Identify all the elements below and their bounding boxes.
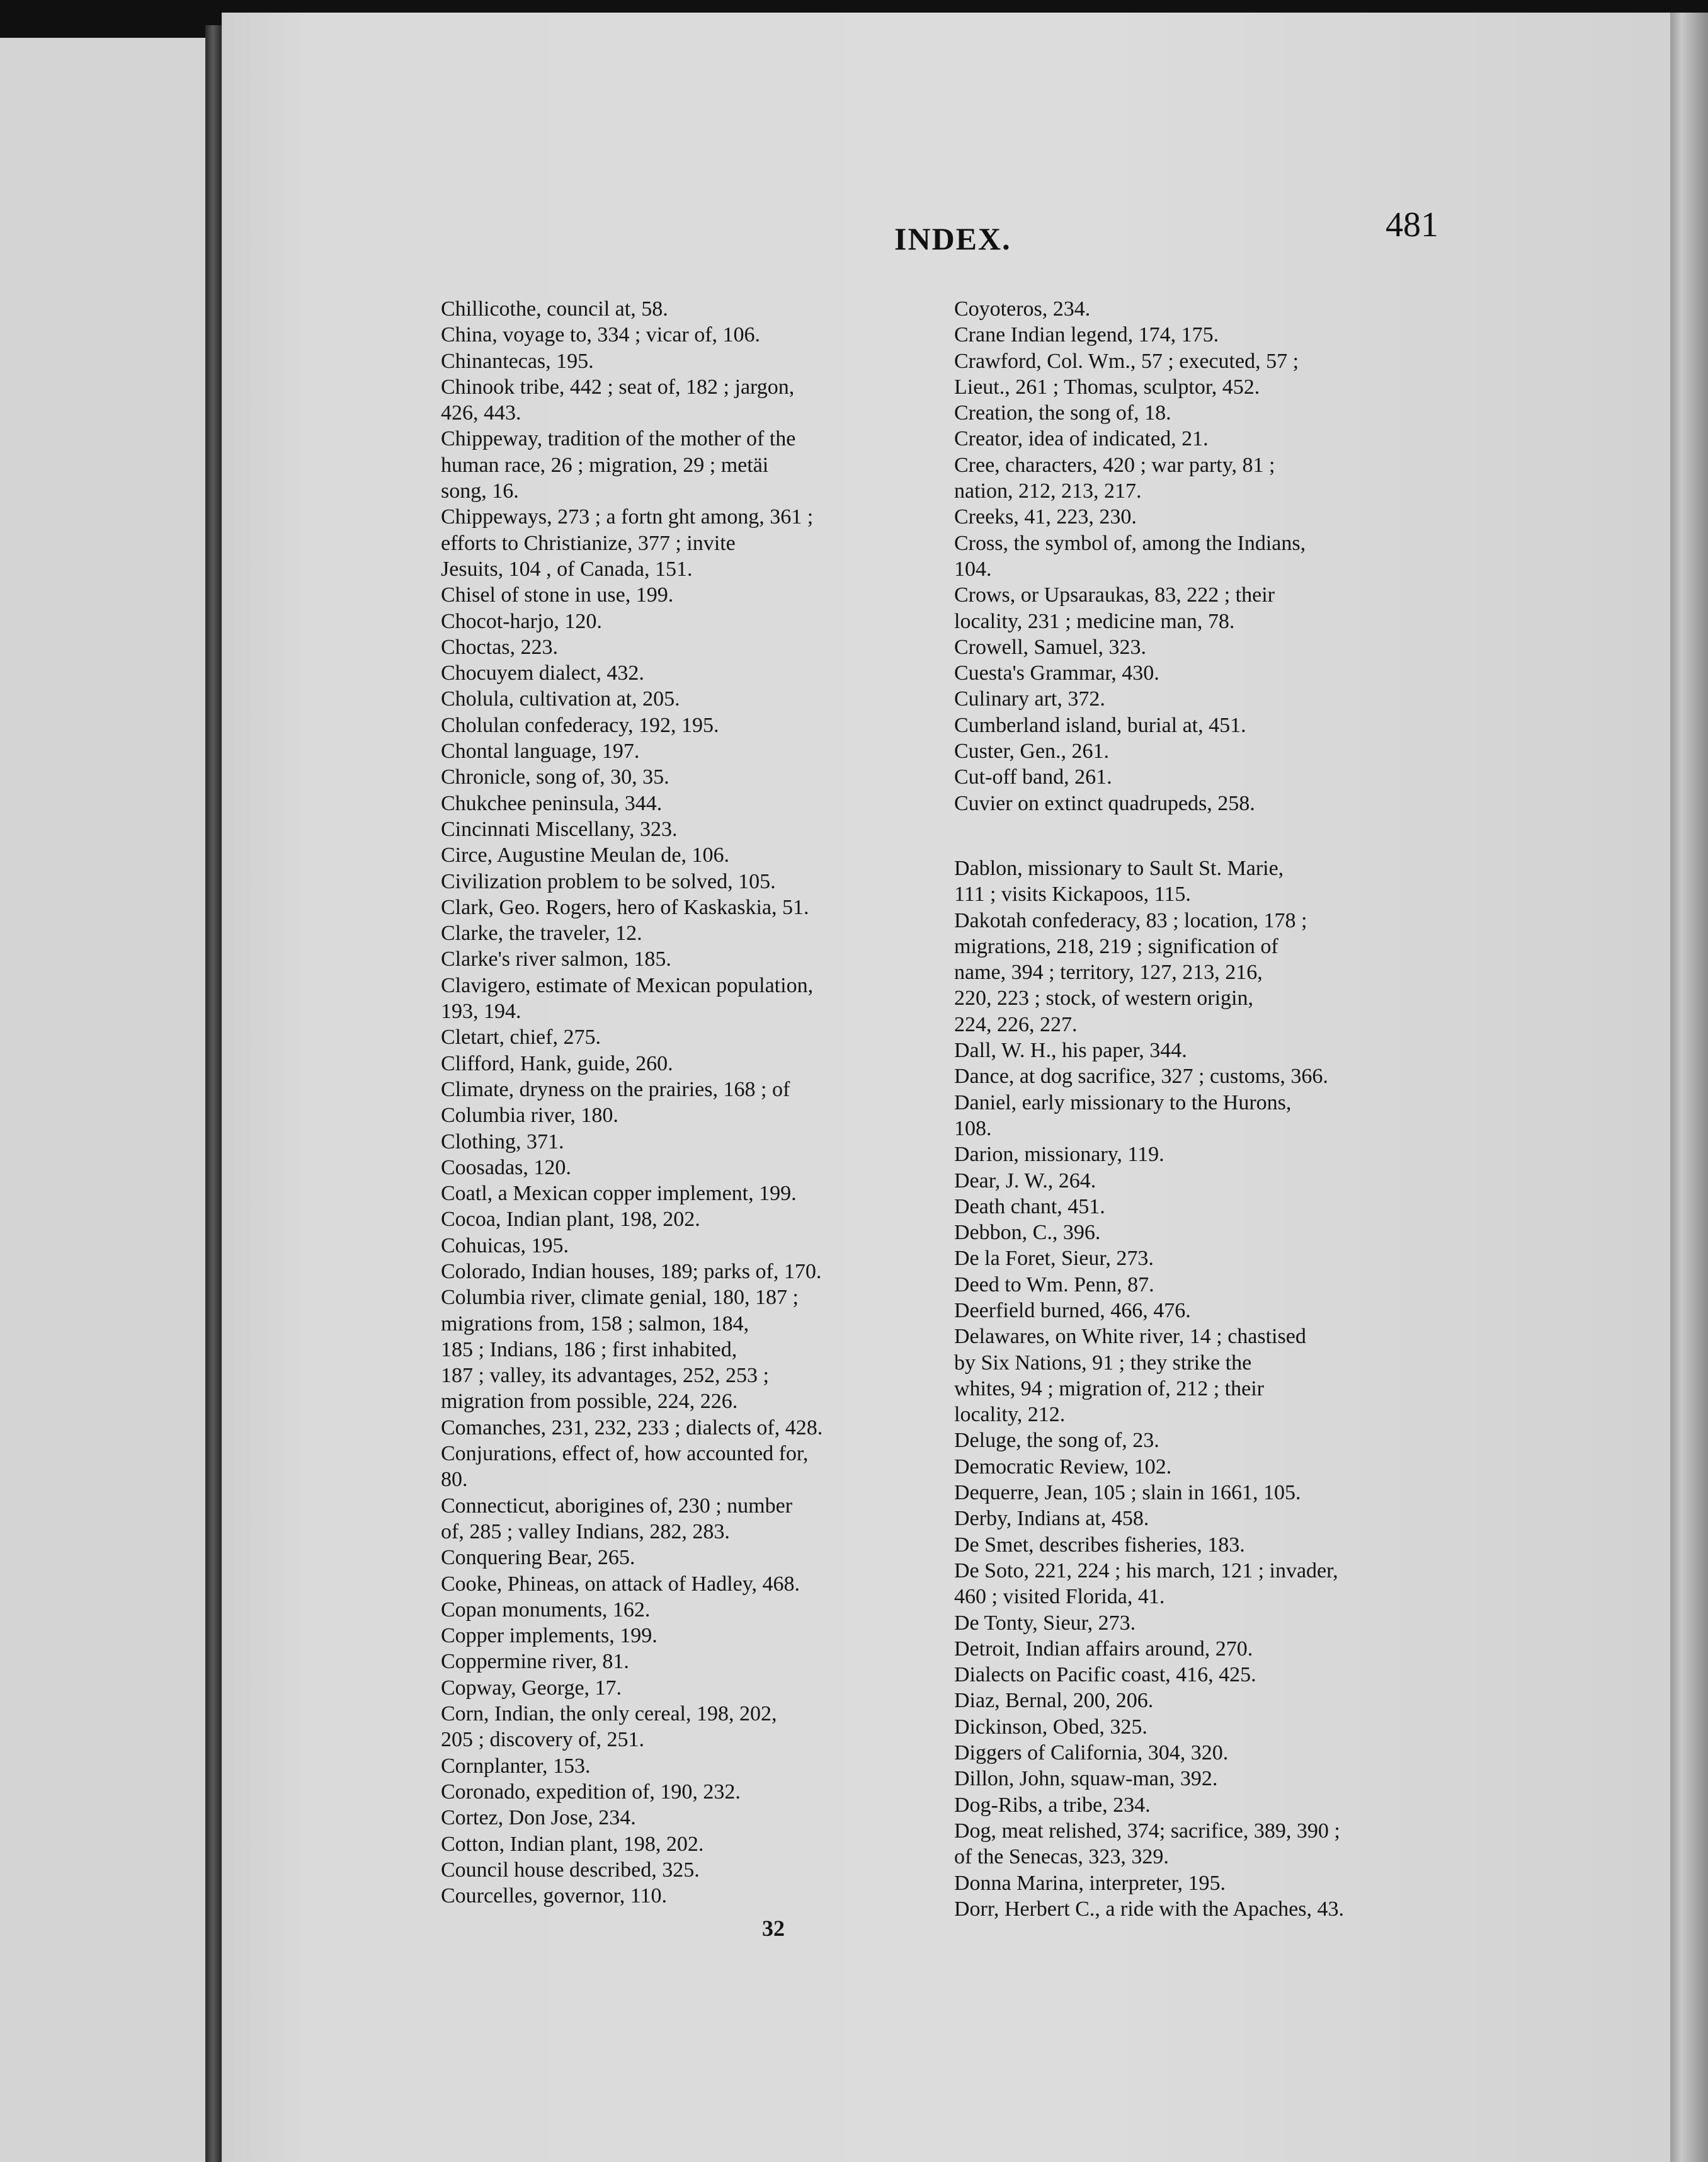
index-entry [441, 869, 945, 895]
index-entry-line: 111 ; visits Kickapoos, 115. [954, 883, 1191, 907]
index-entry-line: Chukchee peninsula, 344. [441, 791, 663, 815]
index-entry [954, 1636, 1458, 1662]
index-entry-line: Debbon, C., 396. [954, 1221, 1101, 1245]
index-entry [441, 1206, 945, 1232]
index-entry-line: migration from possible, 224, 226. [441, 1390, 738, 1414]
index-entry-line: Chinook tribe, 442 ; seat of, 182 ; jargon, [441, 375, 795, 399]
index-entry-line: 193, 194. [441, 1000, 521, 1024]
index-entry [441, 426, 945, 504]
index-entry [954, 1245, 1458, 1271]
index-entry-line: Cholula, cultivation at, 205. [441, 687, 680, 711]
index-entry-line: Creator, idea of indicated, 21. [954, 427, 1209, 451]
index-entry-line: Deerfield burned, 466, 476. [954, 1298, 1191, 1322]
index-entry-line: migrations from, 158 ; salmon, 184, [441, 1312, 749, 1336]
index-entry-line: Conjurations, effect of, how accounted for, [441, 1442, 809, 1466]
index-entry [441, 374, 945, 426]
index-entry [441, 504, 945, 582]
index-entry-line: Cotton, Indian plant, 198, 202. [441, 1832, 704, 1856]
index-entry [441, 764, 945, 790]
index-entry-line: name, 394 ; territory, 127, 213, 216, [954, 961, 1263, 985]
index-entry-line: Clavigero, estimate of Mexican population, [441, 973, 814, 997]
index-entry [441, 895, 945, 920]
index-entry-line: 220, 223 ; stock, of western origin, [954, 987, 1253, 1010]
index-entry-line: Darion, missionary, 119. [954, 1143, 1164, 1167]
index-entry [441, 634, 945, 660]
index-entry [441, 1571, 945, 1597]
index-entry-line: 224, 226, 227. [954, 1012, 1078, 1036]
index-entry [954, 1688, 1458, 1713]
index-entry-line: Civilization problem to be solved, 105. [441, 869, 776, 893]
index-entry [441, 973, 945, 1025]
index-entry [954, 348, 1458, 401]
index-entry-line: Cortez, Don Jose, 234. [441, 1806, 636, 1830]
index-entry-line: Delawares, on White river, 14 ; chastised [954, 1325, 1306, 1349]
index-entry [954, 712, 1458, 738]
index-entry [954, 1792, 1458, 1818]
index-entry [954, 1740, 1458, 1766]
index-entry-line: Cohuicas, 195. [441, 1233, 569, 1257]
index-entry [954, 1272, 1458, 1298]
index-entry-line: Comanches, 231, 232, 233 ; dialects of, 428. [441, 1416, 823, 1439]
index-entry [441, 296, 945, 322]
index-entry-line: by Six Nations, 91 ; they strike the [954, 1351, 1252, 1375]
index-entry-line: Council house described, 325. [441, 1858, 700, 1882]
index-entry-line: Courcelles, governor, 110. [441, 1884, 668, 1908]
index-entry-line: Creeks, 41, 223, 230. [954, 505, 1137, 529]
index-entry [954, 1532, 1458, 1558]
index-entry-line: Dequerre, Jean, 105 ; slain in 1661, 105. [954, 1481, 1301, 1505]
index-entry-line: Copway, George, 17. [441, 1676, 622, 1700]
index-entry [954, 1558, 1458, 1610]
index-entry-line: Cumberland island, burial at, 451. [954, 713, 1246, 737]
index-entry [441, 1545, 945, 1570]
index-entry-line: nation, 212, 213, 217. [954, 479, 1142, 503]
index-entry-line: Cornplanter, 153. [441, 1754, 591, 1778]
index-entry-line: 80. [441, 1468, 468, 1492]
index-entry [441, 1805, 945, 1831]
page-edge-right [1670, 13, 1708, 2162]
index-entry-line: Coatl, a Mexican copper implement, 199. [441, 1182, 797, 1206]
index-entry [954, 791, 1458, 816]
index-entry [954, 634, 1458, 660]
index-entry-line: De Tonty, Sieur, 273. [954, 1611, 1136, 1635]
index-entry-line: Diaz, Bernal, 200, 206. [954, 1689, 1154, 1713]
index-entry-line: Coronado, expedition of, 190, 232. [441, 1780, 741, 1804]
index-entry [954, 1896, 1458, 1922]
index-entry [954, 1298, 1458, 1324]
index-entry [441, 1077, 945, 1129]
running-head: INDEX. [894, 221, 1011, 256]
index-entry [954, 1610, 1458, 1636]
index-entry-line: Corn, Indian, the only cereal, 198, 202, [441, 1702, 777, 1726]
index-entry-line: Cuvier on extinct quadrupeds, 258. [954, 791, 1255, 815]
index-entry-line: of, 285 ; valley Indians, 282, 283. [441, 1519, 730, 1543]
index-entry [954, 1662, 1458, 1688]
index-entry-line: Cletart, chief, 275. [441, 1026, 601, 1050]
index-entry-line: Cholulan confederacy, 192, 195. [441, 713, 719, 737]
index-entry [954, 400, 1458, 426]
index-entry [954, 686, 1458, 712]
index-entry-line: Clarke, the traveler, 12. [441, 922, 642, 946]
index-entry [954, 1506, 1458, 1531]
page-number: 481 [1386, 205, 1438, 244]
index-entry [441, 1155, 945, 1181]
index-entry [441, 1701, 945, 1753]
index-entry [954, 1038, 1458, 1063]
index-entry-line: Crane Indian legend, 174, 175. [954, 323, 1219, 347]
index-entry [441, 1129, 945, 1155]
index-entry [441, 1857, 945, 1883]
index-entry [441, 738, 945, 764]
index-entry-line: Cut-off band, 261. [954, 765, 1112, 789]
index-entry-line: Chisel of stone in use, 199. [441, 583, 674, 607]
index-column-left [441, 296, 945, 1909]
index-entry-line: human race, 26 ; migration, 29 ; metäi [441, 453, 769, 477]
letter-section-gap [954, 816, 1458, 855]
index-entry-line: Detroit, Indian affairs around, 270. [954, 1637, 1253, 1661]
index-entry-line: Coyoteros, 234. [954, 297, 1091, 321]
previous-page-edge [0, 38, 239, 2162]
index-entry [441, 1753, 945, 1779]
index-entry [954, 1168, 1458, 1194]
index-entry [954, 1141, 1458, 1167]
index-entry-line: De Smet, describes fisheries, 183. [954, 1533, 1245, 1557]
index-entry-line: Dall, W. H., his paper, 344. [954, 1039, 1187, 1063]
index-entry-line: Columbia river, 180. [441, 1104, 618, 1128]
index-entry-line: Clifford, Hank, guide, 260. [441, 1051, 673, 1075]
index-entry [954, 1324, 1458, 1427]
index-entry-line: Dance, at dog sacrifice, 327 ; customs, 366. [954, 1065, 1328, 1089]
index-entry [954, 1090, 1458, 1142]
index-entry-line: Daniel, early missionary to the Hurons, [954, 1090, 1292, 1114]
index-entry [441, 1623, 945, 1649]
index-entry-line: locality, 212. [954, 1403, 1066, 1427]
index-entry [954, 1818, 1458, 1870]
index-entry [441, 582, 945, 608]
index-entry [441, 1779, 945, 1805]
index-entry [441, 1441, 945, 1493]
index-entry-line: Copan monuments, 162. [441, 1598, 651, 1622]
index-entry-line: China, voyage to, 334 ; vicar of, 106. [441, 323, 761, 347]
index-entry-line: Deed to Wm. Penn, 87. [954, 1273, 1154, 1296]
index-entry [954, 296, 1458, 322]
index-entry-line: 460 ; visited Florida, 41. [954, 1585, 1165, 1609]
index-entry [954, 452, 1458, 505]
index-entry-line: Chocuyem dialect, 432. [441, 661, 644, 685]
index-entry-line: Chillicothe, council at, 58. [441, 297, 668, 321]
index-entry-line: Chippeway, tradition of the mother of the [441, 427, 796, 451]
index-entry [954, 1063, 1458, 1089]
index-entry-line: 108. [954, 1116, 992, 1140]
index-entry-line: Colorado, Indian houses, 189; parks of, 170. [441, 1259, 822, 1283]
index-entry-line: efforts to Christianize, 377 ; invite [441, 531, 736, 555]
index-entry-line: Democratic Review, 102. [954, 1455, 1172, 1479]
index-entry-line: Cross, the symbol of, among the Indians, [954, 531, 1306, 555]
index-entry-line: Cree, characters, 420 ; war party, 81 ; [954, 453, 1275, 477]
index-entry-line: Dear, J. W., 264. [954, 1169, 1096, 1193]
index-entry [954, 1480, 1458, 1506]
index-entry [441, 348, 945, 374]
index-entry [441, 712, 945, 738]
index-entry [954, 1194, 1458, 1220]
index-entry [954, 1714, 1458, 1740]
index-entry-line: Circe, Augustine Meulan de, 106. [441, 844, 729, 867]
index-entry-line: Jesuits, 104 , of Canada, 151. [441, 557, 693, 581]
index-entry-line: of the Senecas, 323, 329. [954, 1845, 1169, 1869]
index-entry-line: Cincinnati Miscellany, 323. [441, 817, 678, 841]
index-entry-line: Chippeways, 273 ; a fortn ght among, 361 ; [441, 505, 814, 529]
index-entry-line: Crawford, Col. Wm., 57 ; executed, 57 ; [954, 349, 1299, 373]
index-entry-line: Crows, or Upsaraukas, 83, 222 ; their [954, 583, 1275, 607]
index-entry-line: De Soto, 221, 224 ; his march, 121 ; invader, [954, 1559, 1338, 1582]
index-entry [441, 920, 945, 946]
index-entry-line: De la Foret, Sieur, 273. [954, 1247, 1154, 1271]
index-entry [441, 1831, 945, 1857]
index-entry [954, 1766, 1458, 1792]
index-entry-line: Dialects on Pacific coast, 416, 425. [954, 1663, 1256, 1687]
index-entry [441, 1259, 945, 1284]
index-entry [954, 322, 1458, 348]
index-entry-line: 426, 443. [441, 401, 521, 425]
index-entry-line: Columbia river, climate genial, 180, 187 ; [441, 1286, 799, 1310]
index-entry-line: Copper implements, 199. [441, 1624, 658, 1648]
index-entry-line: Coppermine river, 81. [441, 1650, 629, 1674]
index-entry [441, 686, 945, 712]
index-entry-line: Diggers of California, 304, 320. [954, 1741, 1229, 1765]
index-entry-line: Culinary art, 372. [954, 687, 1105, 711]
index-entry-line: Dillon, John, squaw-man, 392. [954, 1767, 1218, 1791]
index-entry-line: Lieut., 261 ; Thomas, sculptor, 452. [954, 375, 1260, 399]
index-entry-line: 104. [954, 557, 992, 581]
index-entry [441, 609, 945, 634]
index-entry [954, 660, 1458, 686]
index-entry-line: Clothing, 371. [441, 1130, 564, 1153]
index-entry-line: 205 ; discovery of, 251. [441, 1728, 644, 1752]
index-entry-line: Donna Marina, interpreter, 195. [954, 1871, 1226, 1895]
index-entry-line: whites, 94 ; migration of, 212 ; their [954, 1376, 1264, 1400]
index-entry-line: Dablon, missionary to Sault St. Marie, [954, 856, 1284, 880]
index-entry-line: Custer, Gen., 261. [954, 740, 1110, 764]
index-entry [441, 946, 945, 972]
index-entry [954, 738, 1458, 764]
index-entry [441, 1181, 945, 1206]
index-entry [441, 842, 945, 868]
index-entry [954, 530, 1458, 583]
index-entry [441, 816, 945, 842]
index-entry [954, 1427, 1458, 1453]
index-entry-line: Chocot-harjo, 120. [441, 609, 602, 633]
index-entry [441, 1597, 945, 1623]
index-entry-line: migrations, 218, 219 ; signification of [954, 934, 1278, 958]
index-entry [441, 660, 945, 686]
index-entry-line: Creation, the song of, 18. [954, 401, 1171, 425]
index-entry-line: Choctas, 223. [441, 635, 559, 659]
signature-mark: 32 [762, 1916, 785, 1941]
index-entry [441, 1675, 945, 1701]
index-entry [954, 1220, 1458, 1245]
index-entry-line: Dog, meat relished, 374; sacrifice, 389, 390 ; [954, 1819, 1340, 1843]
index-entry-line: Connecticut, aborigines of, 230 ; number [441, 1494, 793, 1518]
index-entry [441, 791, 945, 816]
index-entry-line: 185 ; Indians, 186 ; first inhabited, [441, 1337, 737, 1361]
index-entry-line: Coosadas, 120. [441, 1155, 571, 1179]
index-column-right [954, 296, 1458, 1922]
index-entry [954, 855, 1458, 908]
index-entry [441, 1284, 945, 1414]
index-entry [441, 1649, 945, 1674]
index-entry [441, 1493, 945, 1545]
index-entry [441, 322, 945, 348]
index-entry-line: Crowell, Samuel, 323. [954, 635, 1147, 659]
index-entry-line: Dorr, Herbert C., a ride with the Apaches, 43. [954, 1897, 1344, 1921]
index-entry [441, 1883, 945, 1909]
index-entry-line: Conquering Bear, 265. [441, 1546, 635, 1570]
index-entry-line: Chinantecas, 195. [441, 349, 594, 373]
index-entry [441, 1415, 945, 1441]
index-entry [954, 426, 1458, 452]
index-entry-line: Clarke's river salmon, 185. [441, 947, 671, 971]
index-entry [954, 908, 1458, 1038]
index-entry-line: song, 16. [441, 479, 519, 503]
index-entry [441, 1024, 945, 1050]
index-entry-line: Deluge, the song of, 23. [954, 1429, 1159, 1453]
index-entry-line: Dickinson, Obed, 325. [954, 1715, 1147, 1739]
index-entry-line: Dakotah confederacy, 83 ; location, 178 ; [954, 908, 1307, 932]
index-entry-line: Chronicle, song of, 30, 35. [441, 765, 669, 789]
index-entry-line: Chontal language, 197. [441, 740, 640, 764]
index-entry-line: 187 ; valley, its advantages, 252, 253 ; [441, 1364, 769, 1388]
index-entry [954, 504, 1458, 530]
index-entry-line: Death chant, 451. [954, 1194, 1105, 1218]
index-entry-line: Cooke, Phineas, on attack of Hadley, 468. [441, 1572, 800, 1596]
index-entry [954, 1870, 1458, 1896]
index-entry [954, 1454, 1458, 1480]
index-entry-line: Cocoa, Indian plant, 198, 202. [441, 1208, 700, 1232]
index-entry [441, 1051, 945, 1077]
index-entry-line: Derby, Indians at, 458. [954, 1507, 1149, 1531]
index-entry-line: Clark, Geo. Rogers, hero of Kaskaskia, 51. [441, 895, 809, 919]
index-entry-line: Climate, dryness on the prairies, 168 ; of [441, 1077, 790, 1101]
index-entry [441, 1233, 945, 1259]
index-entry [954, 582, 1458, 634]
index-entry-line: Dog-Ribs, a tribe, 234. [954, 1793, 1151, 1817]
index-entry-line: locality, 231 ; medicine man, 78. [954, 609, 1235, 633]
index-entry [954, 764, 1458, 790]
index-entry-line: Cuesta's Grammar, 430. [954, 661, 1159, 685]
